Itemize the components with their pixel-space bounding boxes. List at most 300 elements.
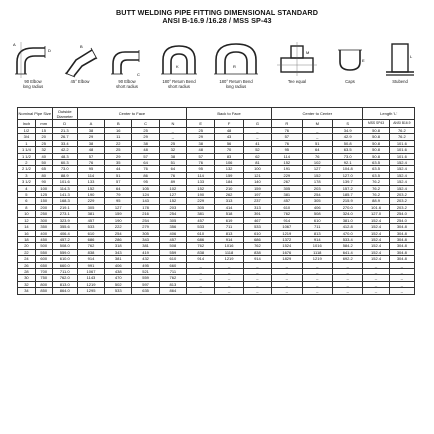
- table-cell: 350: [35, 224, 52, 230]
- table-cell: 457: [77, 217, 104, 223]
- table-cell: _: [389, 262, 414, 268]
- table-cell: 95: [77, 166, 104, 172]
- table-cell: 92.1: [332, 160, 362, 166]
- table-cell: 700: [35, 268, 52, 274]
- table-cell: _: [363, 281, 389, 287]
- column-header: mm: [35, 120, 52, 128]
- table-cell: 83: [215, 153, 243, 159]
- table-cell: 101.6: [389, 153, 414, 159]
- table-cell: 1016: [302, 243, 332, 249]
- table-cell: 127.0: [332, 172, 362, 178]
- table-cell: 21.3: [52, 128, 77, 134]
- table-cell: 838: [187, 249, 215, 255]
- table-cell: 159: [105, 211, 132, 217]
- table-cell: 1219: [272, 230, 302, 236]
- table-cell: 190: [77, 192, 104, 198]
- svg-text:C: C: [137, 72, 140, 77]
- table-cell: 152: [159, 198, 186, 204]
- table-cell: 254.0: [389, 217, 414, 223]
- fig-90-elbow-short-radius: [105, 40, 149, 89]
- table-cell: _: [243, 268, 271, 274]
- table-cell: 610: [302, 217, 332, 223]
- table-cell: 105: [132, 185, 159, 191]
- table-cell: 305: [77, 204, 104, 210]
- table-cell: _: [187, 281, 215, 287]
- title-block: [0, 9, 434, 25]
- table-cell: 550: [35, 249, 52, 255]
- table-cell: 1219: [302, 256, 332, 262]
- svg-text:A: A: [13, 42, 16, 47]
- table-cell: 42.9: [332, 134, 362, 140]
- dimension-table: [17, 107, 415, 295]
- table-cell: 305: [272, 185, 302, 191]
- table-cell: 76.2: [389, 134, 414, 140]
- table-cell: 64: [132, 160, 159, 166]
- table-cell: 686: [187, 236, 215, 242]
- table-cell: 76: [159, 172, 186, 178]
- table-cell: 711: [302, 224, 332, 230]
- table-cell: 222: [105, 224, 132, 230]
- column-header: Inch: [18, 120, 36, 128]
- table-cell: 304.8: [389, 249, 414, 255]
- table-cell: _: [243, 281, 271, 287]
- table-cell: 20: [18, 243, 36, 249]
- table-cell: _: [187, 288, 215, 294]
- table-cell: 750: [35, 275, 52, 281]
- table-cell: 600: [35, 256, 52, 262]
- table-cell: 28: [18, 268, 36, 274]
- table-cell: 300: [35, 217, 52, 223]
- table-cell: 203.2: [389, 204, 414, 210]
- table-cell: 185.7: [332, 192, 362, 198]
- table-cell: 559: [159, 249, 186, 255]
- table-cell: _: [272, 275, 302, 281]
- table-cell: 254: [302, 192, 332, 198]
- table-cell: 533: [77, 224, 104, 230]
- table-cell: 95: [132, 179, 159, 185]
- table-cell: 304.8: [389, 236, 414, 242]
- table-cell: 660.0: [52, 262, 77, 268]
- header-center-center: Center to Center: [272, 108, 363, 120]
- table-cell: 304.8: [389, 224, 414, 230]
- table-cell: 88.9: [52, 172, 77, 178]
- table-cell: 152.4: [363, 256, 389, 262]
- table-cell: 114.3: [52, 185, 77, 191]
- table-cell: 254.0: [389, 211, 414, 217]
- table-cell: 102: [302, 160, 332, 166]
- table-cell: 610: [243, 230, 271, 236]
- fig-180-return-bend-long: [210, 40, 262, 89]
- table-cell: 533.4: [332, 236, 362, 242]
- table-cell: 60.3: [52, 160, 77, 166]
- table-cell: 191: [272, 166, 302, 172]
- table-cell: _: [363, 288, 389, 294]
- table-cell: 1: [18, 140, 36, 146]
- svg-text:L: L: [410, 54, 413, 59]
- table-cell: 178: [302, 179, 332, 185]
- table-cell: 2 1/2: [18, 166, 36, 172]
- table-cell: 381: [187, 211, 215, 217]
- table-cell: 81: [243, 160, 271, 166]
- table-cell: 500: [35, 243, 52, 249]
- table-cell: 152.4: [389, 172, 414, 178]
- table-cell: 152.4: [363, 224, 389, 230]
- table-cell: 1219: [77, 281, 104, 287]
- table-cell: 150: [35, 198, 52, 204]
- table-cell: 323.9: [52, 217, 77, 223]
- fig-caption-line1: Tee equal: [287, 79, 307, 84]
- group-header-row: [18, 108, 415, 120]
- table-cell: 450: [35, 236, 52, 242]
- table-cell: _: [215, 262, 243, 268]
- table-cell: 200: [35, 204, 52, 210]
- table-cell: 3: [18, 172, 36, 178]
- table-cell: 508: [159, 243, 186, 249]
- table-cell: 29: [105, 153, 132, 159]
- table-cell: 229: [272, 172, 302, 178]
- table-cell: _: [187, 262, 215, 268]
- table-cell: 35: [105, 160, 132, 166]
- table-cell: 16: [105, 128, 132, 134]
- table-cell: 100: [243, 166, 271, 172]
- table-cell: 470.0: [332, 230, 362, 236]
- table-cell: 692.2: [332, 256, 362, 262]
- table-cell: 50.8: [363, 134, 389, 140]
- table-cell: 133: [77, 179, 104, 185]
- table-cell: 470: [105, 275, 132, 281]
- table-cell: 914: [77, 256, 104, 262]
- table-cell: 711.0: [52, 268, 77, 274]
- table-cell: 597: [132, 281, 159, 287]
- table-cell: 533: [243, 224, 271, 230]
- table-cell: _: [389, 288, 414, 294]
- table-cell: 140: [243, 179, 271, 185]
- table-cell: 467: [243, 217, 271, 223]
- table-cell: 65: [35, 166, 52, 172]
- table-cell: 381.0: [332, 217, 362, 223]
- table-cell: _: [243, 128, 271, 134]
- table-cell: 457: [272, 198, 302, 204]
- table-cell: 50.8: [363, 153, 389, 159]
- table-cell: 1067: [77, 268, 104, 274]
- table-cell: _: [332, 268, 362, 274]
- table-cell: 813.0: [52, 281, 77, 287]
- table-cell: 800: [35, 281, 52, 287]
- table-cell: 79: [105, 192, 132, 198]
- svg-text:R: R: [233, 64, 236, 69]
- table-cell: 1524: [272, 243, 302, 249]
- column-header-row: [18, 120, 415, 128]
- table-cell: 41: [243, 140, 271, 146]
- svg-text:K: K: [176, 64, 179, 69]
- table-cell: 838: [77, 249, 104, 255]
- table-cell: 152.4: [389, 179, 414, 185]
- stubend-icon: [382, 40, 418, 80]
- table-cell: 584.2: [332, 243, 362, 249]
- table-cell: _: [332, 281, 362, 287]
- table-cell: 203.2: [389, 198, 414, 204]
- table-cell: 533: [187, 224, 215, 230]
- table-cell: 838: [243, 249, 271, 255]
- table-cell: 1016: [215, 243, 243, 249]
- table-cell: 610: [77, 230, 104, 236]
- table-cell: 52: [243, 147, 271, 153]
- table-cell: 139.7: [332, 179, 362, 185]
- table-cell: 229: [77, 198, 104, 204]
- table-cell: 76: [77, 160, 104, 166]
- table-cell: 159: [215, 172, 243, 178]
- table-cell: 412.8: [332, 224, 362, 230]
- table-cell: _: [243, 262, 271, 268]
- table-cell: 406: [302, 204, 332, 210]
- table-cell: 40: [35, 153, 52, 159]
- table-cell: _: [389, 268, 414, 274]
- header-outside: Outside Diameter: [52, 108, 77, 120]
- table-cell: 57: [187, 153, 215, 159]
- table-cell: 48: [187, 147, 215, 153]
- table-cell: 106: [215, 160, 243, 166]
- table-cell: 559.0: [52, 249, 77, 255]
- table-cell: 73.0: [332, 153, 362, 159]
- table-cell: 152.4: [389, 185, 414, 191]
- fig-90-elbow-long-radius: [10, 40, 56, 89]
- table-cell: 457.2: [52, 236, 77, 242]
- table-cell: 76: [187, 160, 215, 166]
- table-cell: 1/2: [18, 128, 36, 134]
- table-cell: 381: [272, 192, 302, 198]
- column-header: C: [132, 120, 159, 128]
- table-cell: 203: [159, 204, 186, 210]
- table-cell: 508.0: [52, 243, 77, 249]
- table-cell: 1118: [302, 249, 332, 255]
- table-cell: 25: [132, 128, 159, 134]
- table-cell: 48: [132, 147, 159, 153]
- fig-caption-line2: short radius: [168, 83, 190, 89]
- table-cell: 279: [132, 224, 159, 230]
- table-cell: 237: [243, 198, 271, 204]
- table-cell: _: [302, 288, 332, 294]
- table-cell: 152.4: [389, 166, 414, 172]
- table-cell: 850: [35, 288, 52, 294]
- table-cell: 650: [35, 262, 52, 268]
- column-header: A: [77, 120, 104, 128]
- table-cell: 42.2: [52, 147, 77, 153]
- table-cell: 76.2: [363, 179, 389, 185]
- svg-text:M: M: [306, 50, 310, 55]
- table-cell: 15: [35, 128, 52, 134]
- column-header: N: [159, 120, 186, 128]
- table-cell: _: [332, 262, 362, 268]
- table-cell: _: [187, 275, 215, 281]
- fig-180-return-bend-short: [155, 40, 203, 89]
- table-cell: 610: [159, 256, 186, 262]
- table-cell: 127: [105, 204, 132, 210]
- table-cell: 63.5: [363, 172, 389, 178]
- table-cell: 32: [159, 147, 186, 153]
- table-cell: 104.8: [332, 166, 362, 172]
- table-cell: 304.8: [389, 256, 414, 262]
- table-cell: 184: [215, 179, 243, 185]
- table-cell: 25: [187, 128, 215, 134]
- fig-caps: [330, 40, 370, 85]
- table-cell: 355.6: [52, 224, 77, 230]
- fig-caption-line1: 45° Elbow: [70, 79, 90, 84]
- table-cell: _: [363, 268, 389, 274]
- table-cell: 313: [215, 198, 243, 204]
- table-cell: 313: [243, 204, 271, 210]
- table-cell: 18: [18, 236, 36, 242]
- table-cell: 57: [132, 153, 159, 159]
- table-cell: 190: [105, 217, 132, 223]
- table-cell: 762.0: [52, 275, 77, 281]
- table-cell: 305: [187, 204, 215, 210]
- fig-45-elbow: [58, 40, 102, 85]
- table-cell: _: [363, 275, 389, 281]
- svg-text:D: D: [48, 48, 51, 53]
- table-cell: _: [302, 275, 332, 281]
- table-cell: 610.0: [52, 256, 77, 262]
- table-cell: 521: [132, 268, 159, 274]
- table-cell: 64: [302, 147, 332, 153]
- table-cell: 343: [132, 236, 159, 242]
- column-header: F: [215, 120, 243, 128]
- table-cell: 89: [159, 179, 186, 185]
- table-cell: 203.2: [389, 192, 414, 198]
- table-cell: _: [332, 288, 362, 294]
- table-cell: 26.7: [52, 134, 77, 140]
- table-cell: 86: [132, 172, 159, 178]
- elbow-45-icon: [60, 40, 100, 80]
- table-cell: _: [302, 268, 332, 274]
- table-cell: 32: [35, 147, 52, 153]
- fig-caption-line1: 180° Return Bend: [162, 79, 196, 84]
- table-cell: 38: [132, 140, 159, 146]
- table-cell: 414: [215, 204, 243, 210]
- table-cell: 8: [18, 204, 36, 210]
- table-cell: 26: [18, 262, 36, 268]
- table-cell: 686: [77, 236, 104, 242]
- table-cell: 406: [105, 262, 132, 268]
- table-cell: _: [272, 281, 302, 287]
- table-cell: 381: [105, 256, 132, 262]
- table-cell: 95: [272, 147, 302, 153]
- table-cell: 762: [243, 243, 271, 249]
- svg-text:B: B: [80, 44, 83, 49]
- table-cell: 50.8: [332, 140, 362, 146]
- table-cell: 20: [35, 134, 52, 140]
- table-cell: 762: [187, 243, 215, 249]
- header-nominal: Nominal Pipe Size: [18, 108, 53, 120]
- table-cell: 64: [105, 185, 132, 191]
- table-cell: 432: [132, 256, 159, 262]
- header-length: Length 'L': [363, 108, 415, 120]
- table-cell: 711: [159, 268, 186, 274]
- table-cell: _: [302, 281, 332, 287]
- table-cell: 1676: [272, 249, 302, 255]
- table-cell: 270.0: [332, 204, 362, 210]
- table-cell: 762: [272, 211, 302, 217]
- column-header: M: [302, 120, 332, 128]
- table-cell: 254: [159, 211, 186, 217]
- table-cell: 1829: [272, 256, 302, 262]
- table-cell: 914: [187, 256, 215, 262]
- column-header: R: [272, 120, 302, 128]
- table-cell: 559: [132, 275, 159, 281]
- table-cell: 63.5: [332, 147, 362, 153]
- table-cell: 518: [215, 211, 243, 217]
- table-cell: 3/4: [18, 134, 36, 140]
- table-cell: _: [302, 128, 332, 134]
- table-cell: _: [389, 275, 414, 281]
- table-cell: 101.6: [389, 147, 414, 153]
- table-cell: 1 1/4: [18, 147, 36, 153]
- table-cell: 29: [77, 134, 104, 140]
- table-cell: 124: [132, 192, 159, 198]
- table-cell: 48.3: [52, 153, 77, 159]
- fig-caption-line1: 90 Elbow: [118, 79, 136, 84]
- table-cell: 229: [187, 198, 215, 204]
- table-cell: 29: [132, 134, 159, 140]
- table-cell: 76.2: [389, 128, 414, 134]
- table-cell: 1067: [272, 224, 302, 230]
- table-cell: 610: [272, 204, 302, 210]
- table-cell: 10: [18, 211, 36, 217]
- table-cell: 152.4: [363, 249, 389, 255]
- table-cell: 90: [35, 179, 52, 185]
- table-cell: _: [215, 275, 243, 281]
- table-cell: 762: [159, 275, 186, 281]
- table-cell: 48: [215, 128, 243, 134]
- table-cell: 51: [105, 172, 132, 178]
- table-cell: 127: [159, 192, 186, 198]
- table-cell: 762: [77, 243, 104, 249]
- elbow-90-long-icon: [11, 40, 55, 80]
- table-cell: 619: [215, 217, 243, 223]
- table-cell: 210: [215, 185, 243, 191]
- table-cell: 14: [18, 224, 36, 230]
- table-cell: 508: [302, 211, 332, 217]
- table-cell: 121: [243, 172, 271, 178]
- table-cell: 864: [159, 288, 186, 294]
- table-cell: 38: [187, 140, 215, 146]
- table-cell: 50.8: [363, 128, 389, 134]
- table-cell: 533: [105, 288, 132, 294]
- fig-tee-equal: [274, 40, 320, 85]
- table-cell: 48: [77, 147, 104, 153]
- table-cell: _: [159, 128, 186, 134]
- table-cell: 203: [302, 185, 332, 191]
- table-cell: 76: [272, 128, 302, 134]
- title-line-1: BUTT WELDING PIPE FITTING DIMENSIONAL STANDARD: [116, 8, 318, 17]
- table-cell: 114: [272, 153, 302, 159]
- table-cell: 101.6: [389, 140, 414, 146]
- table-cell: 114: [77, 172, 104, 178]
- table-cell: 400: [35, 230, 52, 236]
- table-cell: 76: [302, 153, 332, 159]
- table-cell: 159: [243, 185, 271, 191]
- fig-caption-line1: 90 Elbow: [24, 79, 42, 84]
- table-cell: 76.2: [363, 192, 389, 198]
- table-cell: 5: [18, 192, 36, 198]
- table-cell: 304.8: [389, 230, 414, 236]
- table-cell: _: [302, 262, 332, 268]
- fig-stubend: [380, 40, 420, 85]
- table-cell: _: [363, 262, 389, 268]
- table-cell: 1372: [272, 236, 302, 242]
- table-cell: 51: [159, 160, 186, 166]
- table-cell: 419: [132, 249, 159, 255]
- table-cell: _: [215, 268, 243, 274]
